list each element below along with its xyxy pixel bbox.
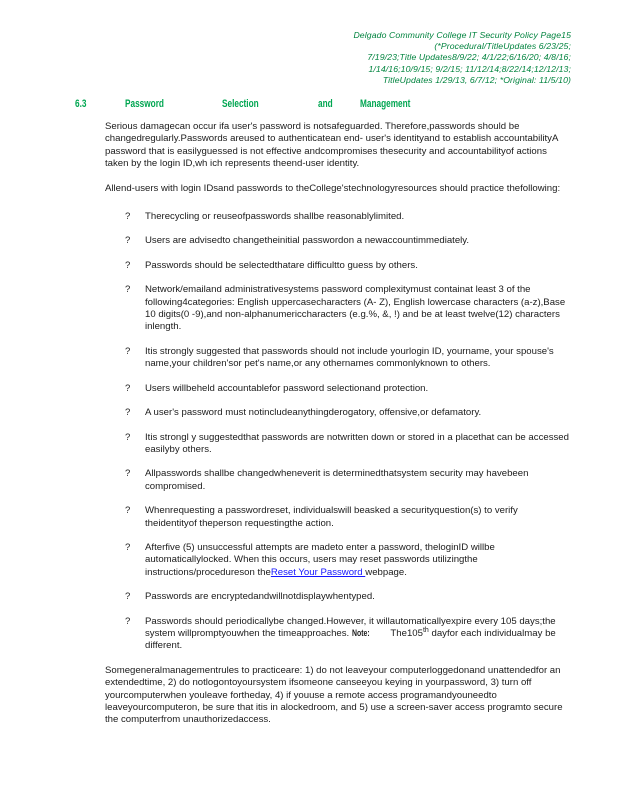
bullet-marker: ? [125, 541, 131, 553]
header-line: Delgado Community College IT Security Policy Page15 [353, 30, 571, 40]
bullet-item [105, 211, 571, 223]
bullet-marker: ? [125, 407, 131, 419]
bullet-item [105, 235, 571, 247]
header-line: 7/19/23;Title Updates8/9/22; 4/1/22;6/16/20; 4/8/16; [367, 52, 571, 63]
section-number: 6.3 [75, 98, 87, 110]
bullet-marker: ? [125, 431, 131, 443]
bullet-marker: ? [125, 468, 131, 480]
document-header [353, 30, 571, 86]
bullet-text: Whenrequesting a passwordreset, individualswill beasked a securityquestion(s) to verify theidentityof theperson requestingthe action. [145, 505, 518, 529]
bullet-text: Itis strongl y suggestedthat passwords are notwritten down or stored in a placethat can be accessed easilyby others. [145, 431, 569, 455]
bullet-text: Users willbeheld accountablefor password selectionand protection. [145, 382, 429, 394]
bullet-list [105, 211, 571, 653]
note-label: Note: [351, 627, 370, 639]
bullet-marker: ? [125, 345, 131, 357]
practice-paragraph: Allend-users with login IDsand passwords to theCollege'stechnologyresources should practice thefollowing: [105, 182, 561, 194]
bullet-item [105, 468, 571, 493]
ordinal-superscript: th [422, 626, 429, 634]
closing-paragraph: Somegeneralmanagementrules to practiceare: 1) do not leaveyour computerloggedonand unattendedfor an extendedtime, 2) do notlogontoyoursystem ifsomeone canseeyou keying in yourpassword, 3) turn off yourcomputerwhen youleave fortheday, 4) if youuse a remote access programandyouneedto leaveyourcomputeron, be sure that itis in alockedroom, and 5) use a screen-saver access programto secure the computerfrom unauthorizedaccess. [105, 664, 563, 726]
bullet-marker: ? [125, 505, 131, 517]
bullet-item [105, 616, 571, 653]
bullet-marker: ? [125, 615, 131, 627]
bullet-text [145, 616, 571, 653]
bullet-text: Passwords are encryptedandwillnotdisplaywhentyped. [145, 591, 375, 603]
bullet-text: Therecycling or reuseofpasswords shallbe reasonablylimited. [145, 211, 405, 223]
document-body [105, 121, 571, 739]
bullet-marker: ? [125, 591, 131, 603]
bullet-text: Network/emailand administrativesystems password complexitymust containat least 3 of the following4categories: English uppercasecharacters (A- Z), English lowercase characters (a-z),Base 10 digits(0 -9),and non-alphanumericcharacters (e.g.%, &, !) and be at least twelve(12) characters inlength. [145, 284, 566, 333]
bullet-item [105, 505, 571, 530]
bullet-marker: ? [125, 259, 131, 271]
reset-password-link[interactable]: Reset Your Password [270, 566, 366, 578]
header-line: TitleUpdates 1/29/13, 6/7/12; *Original: 11/5/10) [382, 74, 571, 85]
bullet-text [145, 542, 571, 579]
bullet-item [105, 542, 571, 579]
bullet-text-pre: Afterfive (5) unsuccessful attempts are madeto enter a password, theloginID willbe automaticallylocked. When this occurs, users may reset passwords utilizingthe instructions/procedureson the [145, 541, 495, 578]
section-title-word: and [318, 98, 333, 110]
section-title-word: Password [125, 98, 164, 110]
bullet-item [105, 407, 571, 419]
bullet-text: A user's password must notincludeanythingderogatory, offensive,or defamatory. [145, 407, 482, 419]
section-title-word: Management [360, 98, 411, 110]
bullet-marker: ? [125, 211, 131, 223]
bullet-text: Allpasswords shallbe changedwheneverit is determinedthatsystem security may havebeen compromised. [145, 468, 529, 492]
bullet-marker: ? [125, 382, 131, 394]
section-title-word: Selection [222, 98, 259, 110]
bullet-item [105, 383, 571, 395]
bullet-marker: ? [125, 235, 131, 247]
bullet-item [105, 591, 571, 603]
intro-paragraph: Serious damagecan occur ifa user's password is notsafeguarded. Therefore,passwords should be changedregularly.Passwords areused to authenticatean end- user's identityand to establish accountabilityA password that is easilyguessed is not effective andcompromises thesecurity and accountabilityof actions taken by the login ID,wh ich represents theend-user identity. [105, 121, 558, 170]
bullet-item [105, 260, 571, 272]
bullet-item [105, 284, 571, 334]
bullet-text: Passwords should be selectedthatare difficultto guess by others. [145, 259, 418, 271]
bullet-text: Users are advisedto changetheinitial passwordon a newaccountimmediately. [145, 235, 470, 247]
bullet-item [105, 432, 571, 457]
bullet-text-part: The105 [390, 627, 423, 639]
bullet-item [105, 346, 571, 371]
header-line: (*Procedural/TitleUpdates 6/23/25; [434, 41, 571, 52]
section-heading [0, 98, 618, 113]
bullet-text: Itis strongly suggested that passwords should not include yourlogin ID, yourname, your spouse's name,your children'sor pet's name,or any othernames commonlyknown to others. [145, 345, 554, 370]
bullet-text-part: dayfor each individualmay be different. [145, 627, 556, 652]
bullet-marker: ? [125, 284, 131, 296]
header-line: 1/14/16;10/9/15; 9/2/15; 11/12/14;8/22/14;12/12/13; [368, 63, 571, 74]
bullet-text-post: webpage. [365, 566, 407, 578]
bullet-text-part: Passwords should periodicallybe changed.However, it willautomaticallyexpire every 105 days;the system willpromptyouwhen the timeapproaches. [145, 615, 556, 639]
